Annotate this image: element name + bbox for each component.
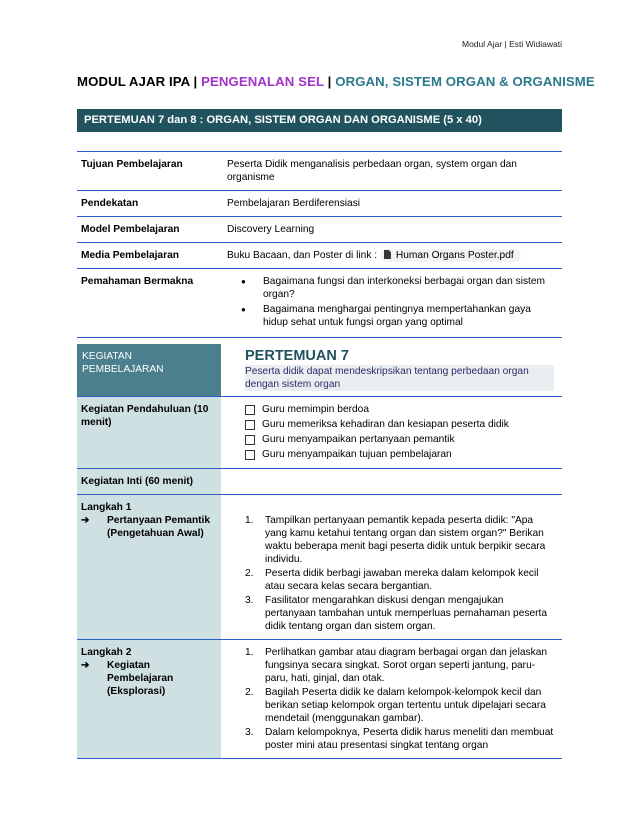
info-value — [223, 269, 562, 337]
info-value — [223, 243, 562, 268]
info-label: Tujuan Pembelajaran — [81, 159, 183, 170]
checklist-item[interactable] — [245, 433, 554, 446]
inti-row — [77, 469, 562, 495]
activities-header-row — [77, 344, 562, 397]
info-row-tujuan — [77, 152, 562, 191]
checklist-item-label: Guru memimpin berdoa — [262, 404, 370, 415]
list-item: 2. Peserta didik berbagi jawaban mereka dalam kelompok kecil atau secara kelas secara bergantian. — [245, 568, 539, 592]
pendahuluan-checklist — [221, 397, 562, 468]
checklist-item-label: Guru menyampaikan pertanyaan pemantik — [262, 434, 455, 445]
pertemuan-description: Peserta didik dapat mendeskripsikan tentang perbedaan organ dengan sistem organ — [245, 365, 554, 391]
langkah2-row — [77, 640, 562, 759]
checkbox-icon[interactable] — [245, 405, 255, 415]
arrow-right-icon: ➔ — [81, 660, 90, 671]
checkbox-icon[interactable] — [245, 450, 255, 460]
title-subject: MODUL AJAR IPA — [77, 74, 190, 89]
langkah2-subtitle: Kegiatan Pembelajaran (Eksplorasi) — [107, 660, 174, 697]
langkah2-title: Langkah 2 — [81, 647, 132, 658]
title-topic: ORGAN, SISTEM ORGAN & ORGANISME — [335, 74, 595, 89]
info-row-model — [77, 217, 562, 243]
info-label: Media Pembelajaran — [81, 250, 179, 261]
inti-empty-cell — [221, 469, 562, 494]
checklist-item[interactable] — [245, 418, 554, 431]
pendahuluan-row — [77, 397, 562, 469]
info-value: Peserta Didik menganalisis perbedaan organ, system organ dan organisme — [227, 159, 517, 183]
media-text: Buku Bacaan, dan Poster di link : — [227, 250, 380, 261]
info-value: Pembelajaran Berdiferensiasi — [227, 198, 361, 209]
list-item: 1. Tampilkan pertanyaan pemantik kepada peserta didik: "Apa yang kamu ketahui tentang organ dan sistem organ?" Berikan waktu beberapa menit bagi peserta didik untuk berpikir secara individu. — [245, 515, 546, 565]
checkbox-icon[interactable] — [245, 435, 255, 445]
langkah2-steps — [221, 640, 562, 758]
list-item: 3. Fasilitator mengarahkan diskusi dengan mengajukan pertanyaan tambahan untuk memperluas pemahaman peserta didik tentang organ dan sistem organ. — [245, 595, 548, 632]
arrow-right-icon: ➔ — [81, 515, 90, 526]
meeting-banner: PERTEMUAN 7 dan 8 : ORGAN, SISTEM ORGAN DAN ORGANISME (5 x 40) — [77, 109, 562, 132]
info-value: Discovery Learning — [227, 224, 315, 235]
langkah1-title: Langkah 1 — [81, 502, 132, 513]
document-title — [77, 74, 595, 89]
activities-table — [77, 344, 562, 759]
pertemuan-title: PERTEMUAN 7 — [245, 348, 349, 364]
inti-label: Kegiatan Inti (60 menit) — [77, 469, 221, 494]
langkah1-row — [77, 495, 562, 640]
langkah1-label — [77, 495, 221, 639]
langkah1-subtitle-row — [81, 514, 217, 540]
activities-header-label: KEGIATAN PEMBELAJARAN — [77, 344, 221, 396]
header-author: Modul Ajar | Esti Widiawati — [462, 39, 562, 49]
langkah2-label — [77, 640, 221, 758]
list-item: 3. Dalam kelompoknya, Peserta didik harus meneliti dan membuat poster mini atau presentasi singkat tentang organ — [245, 727, 554, 751]
checkbox-icon[interactable] — [245, 420, 255, 430]
file-chip-label: Human Organs Poster.pdf — [395, 250, 514, 261]
file-chip[interactable] — [380, 249, 521, 262]
info-row-media — [77, 243, 562, 269]
checklist-item[interactable] — [245, 448, 554, 461]
title-separator: | — [189, 74, 202, 89]
langkah1-steps — [221, 495, 562, 639]
info-row-pemahaman — [77, 269, 562, 338]
checklist-item[interactable] — [245, 403, 554, 416]
info-label: Pendekatan — [81, 198, 139, 209]
list-item: 2. Bagilah Peserta didik ke dalam kelompok-kelompok kecil dan berikan setiap kelompok organ tertentu untuk dipelajari secara mendetail (menggunakan gambar). — [245, 687, 546, 724]
title-chapter: PENGENALAN SEL — [201, 74, 324, 89]
file-icon — [384, 250, 391, 259]
langkah2-subtitle-row — [81, 659, 217, 698]
info-label: Model Pembelajaran — [81, 224, 180, 235]
pertemuan-cell — [221, 344, 562, 396]
list-item: ● Bagaimana fungsi dan interkoneksi berbagai organ dan sistem organ? — [241, 275, 558, 301]
langkah1-subtitle: Pertanyaan Pemantik (Pengetahuan Awal) — [107, 515, 211, 539]
list-item: 1. Perlihatkan gambar atau diagram berbagai organ dan jelaskan fungsinya secara singkat. Sorot organ seperti jantung, paru-paru, hati, ginjal, dan otak. — [245, 647, 548, 684]
info-table — [77, 151, 562, 338]
checklist-item-label: Guru menyampaikan tujuan pembelajaran — [262, 449, 452, 460]
list-item: ● Bagaimana menghargai pentingnya mempertahankan gaya hidup sehat untuk fungsi organ yang optimal — [241, 303, 558, 329]
info-label: Pemahaman Bermakna — [81, 276, 194, 287]
info-row-pendekatan — [77, 191, 562, 217]
checklist-item-label: Guru memeriksa kehadiran dan kesiapan peserta didik — [262, 419, 509, 430]
title-separator: | — [323, 74, 336, 89]
pendahuluan-label: Kegiatan Pendahuluan (10 menit) — [77, 397, 221, 468]
